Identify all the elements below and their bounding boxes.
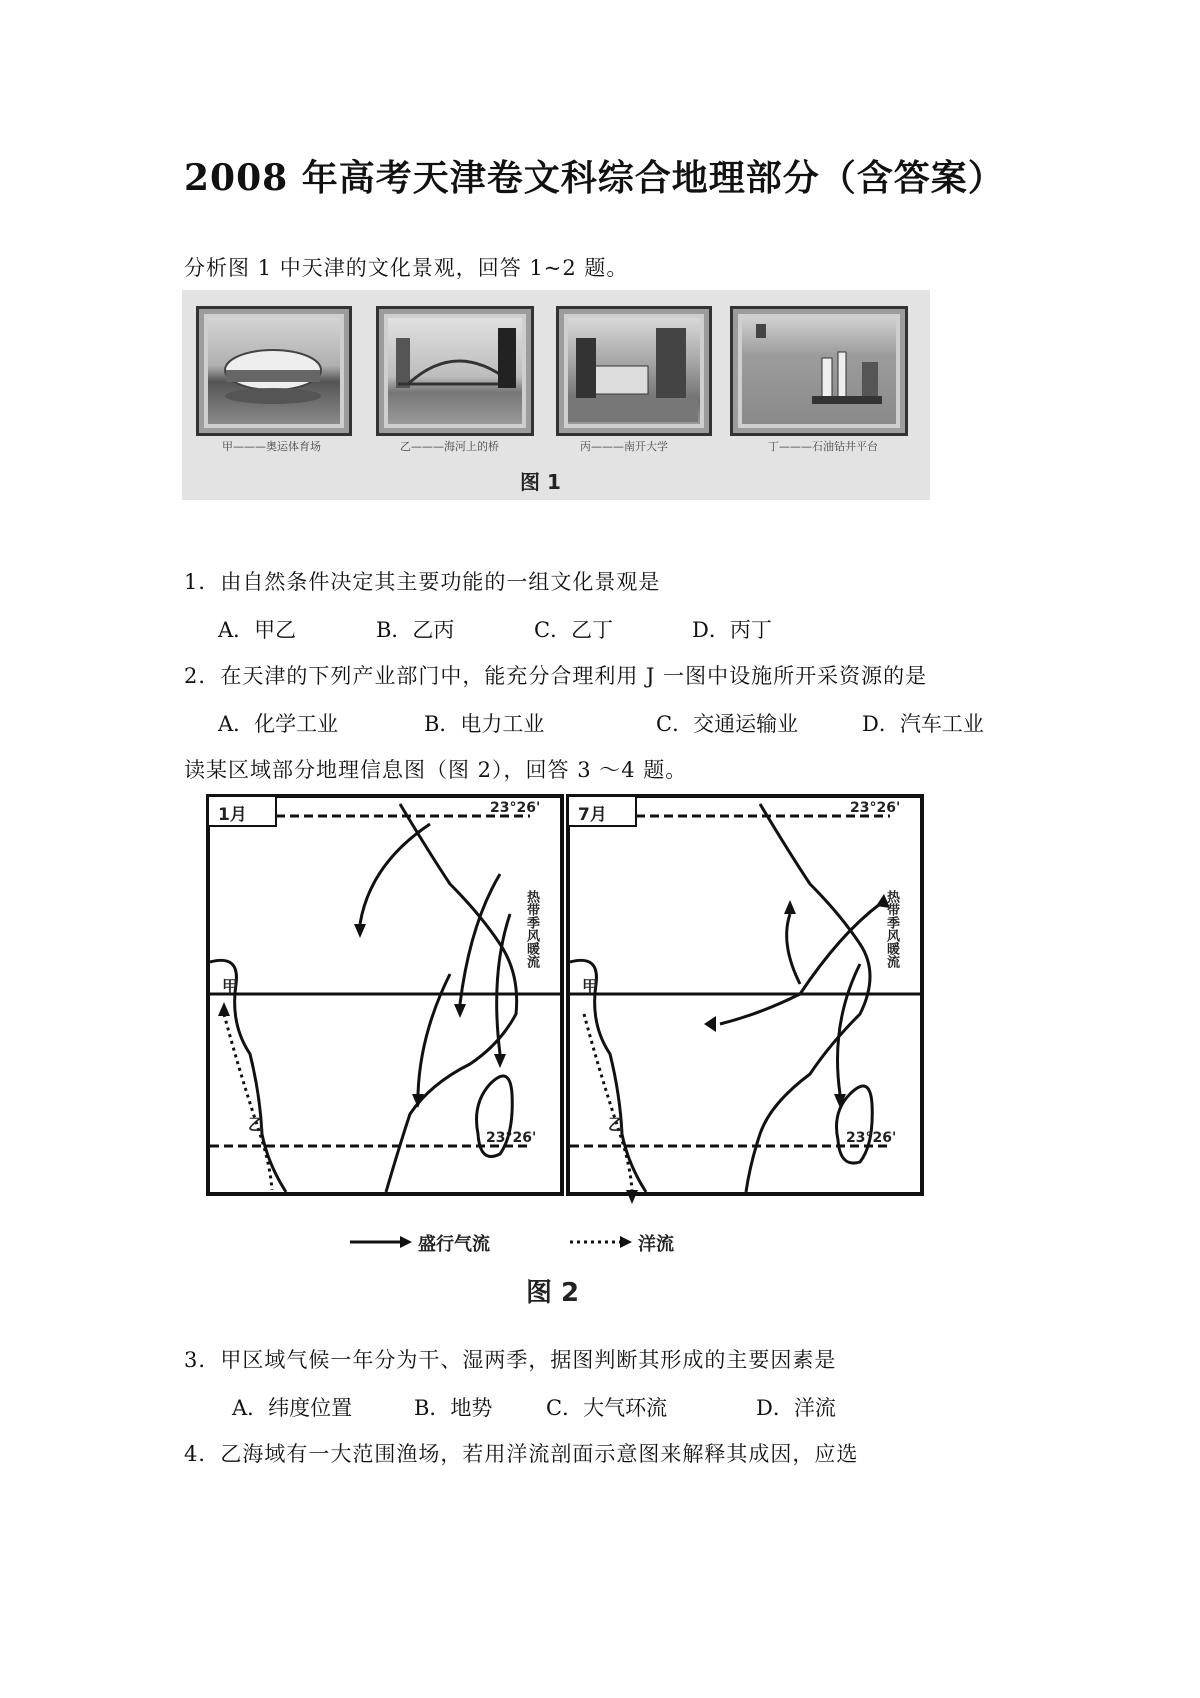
photo-stadium bbox=[196, 306, 352, 436]
caption-ding: 丁———石油钻井平台 bbox=[768, 440, 878, 453]
lat-label-n-right: 23°26' bbox=[850, 800, 901, 816]
q1-option-b[interactable]: B．乙丙 bbox=[376, 618, 455, 642]
question-3-stem: 3．甲区域气候一年分为干、湿两季，据图判断其形成的主要因素是 bbox=[184, 1348, 837, 1372]
bridge-icon bbox=[388, 318, 520, 422]
figure2-label: 图 2 bbox=[526, 1278, 580, 1308]
q2-option-d[interactable]: D．汽车工业 bbox=[862, 712, 984, 736]
photo-university bbox=[556, 306, 712, 436]
lat-label-s-right: 23°26' bbox=[846, 1130, 897, 1146]
figure-1 bbox=[182, 290, 930, 500]
photo-oil-platform bbox=[730, 306, 908, 436]
region-yi-right: 乙 bbox=[608, 1115, 625, 1134]
figure2-map bbox=[200, 794, 930, 1314]
q2-option-a[interactable]: A．化学工业 bbox=[218, 712, 339, 736]
figure-2 bbox=[200, 794, 930, 1314]
question-4-stem: 4．乙海域有一大范围渔场，若用洋流剖面示意图来解释其成因，应选 bbox=[184, 1442, 859, 1466]
stadium-icon bbox=[208, 318, 338, 422]
oil-platform-icon bbox=[742, 318, 894, 422]
intro-figure2: 读某区域部分地理信息图（图 2），回答 3 ～4 题。 bbox=[184, 758, 688, 782]
q1-option-c[interactable]: C．乙丁 bbox=[534, 618, 614, 642]
lat-label-n-left: 23°26' bbox=[490, 800, 541, 816]
figure1-label: 图 1 bbox=[520, 470, 561, 494]
building-icon bbox=[568, 318, 698, 422]
caption-yi: 乙———海河上的桥 bbox=[400, 440, 499, 453]
region-yi-left: 乙 bbox=[248, 1115, 265, 1134]
current-label-right: 热带季风暖流 bbox=[884, 890, 899, 968]
q3-option-c[interactable]: C．大气环流 bbox=[546, 1396, 668, 1420]
panel-label-jan: 1月 bbox=[218, 805, 247, 825]
panel-label-jul: 7月 bbox=[578, 805, 607, 825]
q3-option-a[interactable]: A．纬度位置 bbox=[232, 1396, 353, 1420]
q3-option-b[interactable]: B．地势 bbox=[414, 1396, 493, 1420]
q1-option-a[interactable]: A．甲乙 bbox=[218, 618, 297, 642]
legend-wind-label: 盛行气流 bbox=[418, 1234, 490, 1255]
q1-option-d[interactable]: D．丙丁 bbox=[692, 618, 772, 642]
q2-option-c[interactable]: C．交通运输业 bbox=[656, 712, 799, 736]
question-1-stem: 1．由自然条件决定其主要功能的一组文化景观是 bbox=[184, 570, 661, 594]
lat-label-s-left: 23°26' bbox=[486, 1130, 537, 1146]
region-jia-left: 甲 bbox=[222, 977, 239, 996]
page-title: 2008 年高考天津卷文科综合地理部分（含答案） bbox=[184, 157, 1005, 199]
intro-figure1: 分析图 1 中天津的文化景观，回答 1~2 题。 bbox=[184, 256, 629, 280]
caption-bing: 丙———南开大学 bbox=[580, 440, 668, 453]
q2-option-b[interactable]: B．电力工业 bbox=[424, 712, 545, 736]
legend-current-label: 洋流 bbox=[638, 1234, 674, 1255]
region-jia-right: 甲 bbox=[582, 977, 599, 996]
current-label-left: 热带季风暖流 bbox=[524, 890, 539, 968]
question-2-stem: 2．在天津的下列产业部门中，能充分合理利用 J 一图中设施所开采资源的是 bbox=[184, 664, 928, 688]
caption-jia: 甲———奥运体育场 bbox=[222, 440, 321, 453]
photo-bridge bbox=[376, 306, 534, 436]
q3-option-d[interactable]: D．洋流 bbox=[756, 1396, 836, 1420]
